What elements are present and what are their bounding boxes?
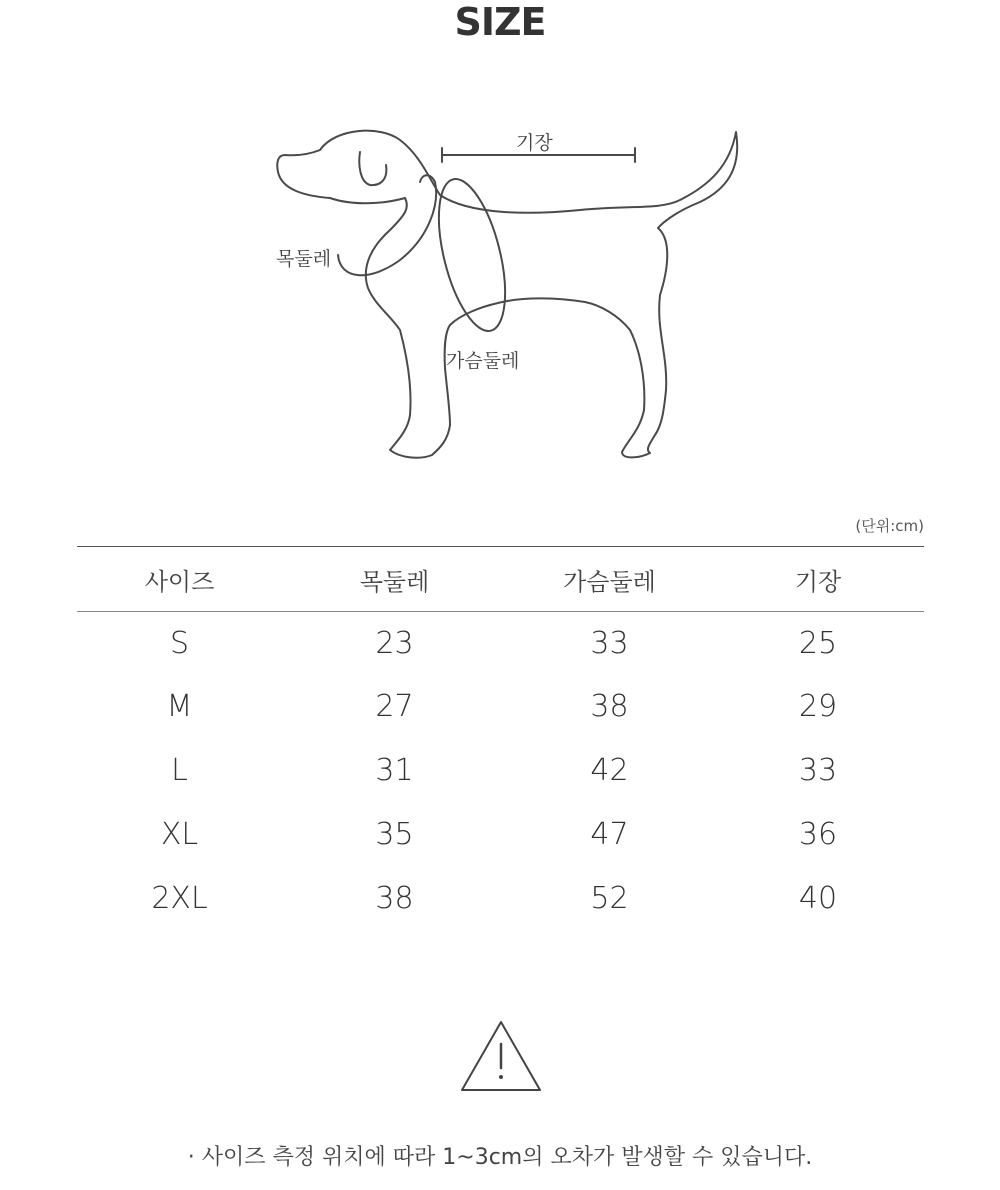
cell-chest: 42: [590, 752, 629, 788]
length-label: 기장: [516, 132, 553, 154]
header-size: 사이즈: [77, 547, 282, 612]
cell-neck: 23: [375, 625, 414, 661]
warning-triangle-icon: [458, 1018, 544, 1094]
cell-length: 36: [798, 816, 838, 852]
cell-neck: 38: [375, 880, 414, 916]
header-length: 기장: [712, 547, 924, 612]
header-chest: 가슴둘레: [507, 547, 712, 612]
cell-size: XL: [160, 816, 199, 852]
cell-neck: 31: [375, 752, 414, 788]
table-row: [77, 866, 924, 930]
cell-size: S: [169, 625, 190, 661]
table-row: [77, 802, 924, 866]
neck-label: 목둘레: [276, 248, 332, 270]
cell-chest: 52: [590, 880, 629, 916]
cell-length: 33: [798, 752, 838, 788]
size-table: [77, 546, 924, 930]
cell-chest: 33: [590, 625, 629, 661]
table-row: [77, 738, 924, 802]
cell-length: 25: [798, 625, 838, 661]
cell-size: M: [166, 688, 193, 724]
cell-length: 40: [798, 880, 838, 916]
cell-neck: 27: [375, 688, 414, 724]
cell-size: L: [171, 752, 188, 788]
cell-size: 2XL: [151, 880, 208, 916]
header-neck: 목둘레: [282, 547, 507, 612]
page-title: SIZE: [454, 0, 546, 44]
table-row: [77, 612, 924, 675]
unit-note: (단위:cm): [855, 517, 924, 535]
cell-chest: 47: [590, 816, 629, 852]
table-header-row: [77, 547, 924, 612]
size-notice: · 사이즈 측정 위치에 따라 1~3cm의 오차가 발생할 수 있습니다.: [187, 1145, 813, 1170]
table-row: [77, 674, 924, 738]
dog-outline-illustration: [250, 110, 770, 480]
chest-label: 가슴둘레: [446, 350, 520, 372]
cell-length: 29: [798, 688, 838, 724]
cell-chest: 38: [590, 688, 629, 724]
cell-neck: 35: [375, 816, 414, 852]
dog-measurement-diagram: [250, 110, 770, 480]
